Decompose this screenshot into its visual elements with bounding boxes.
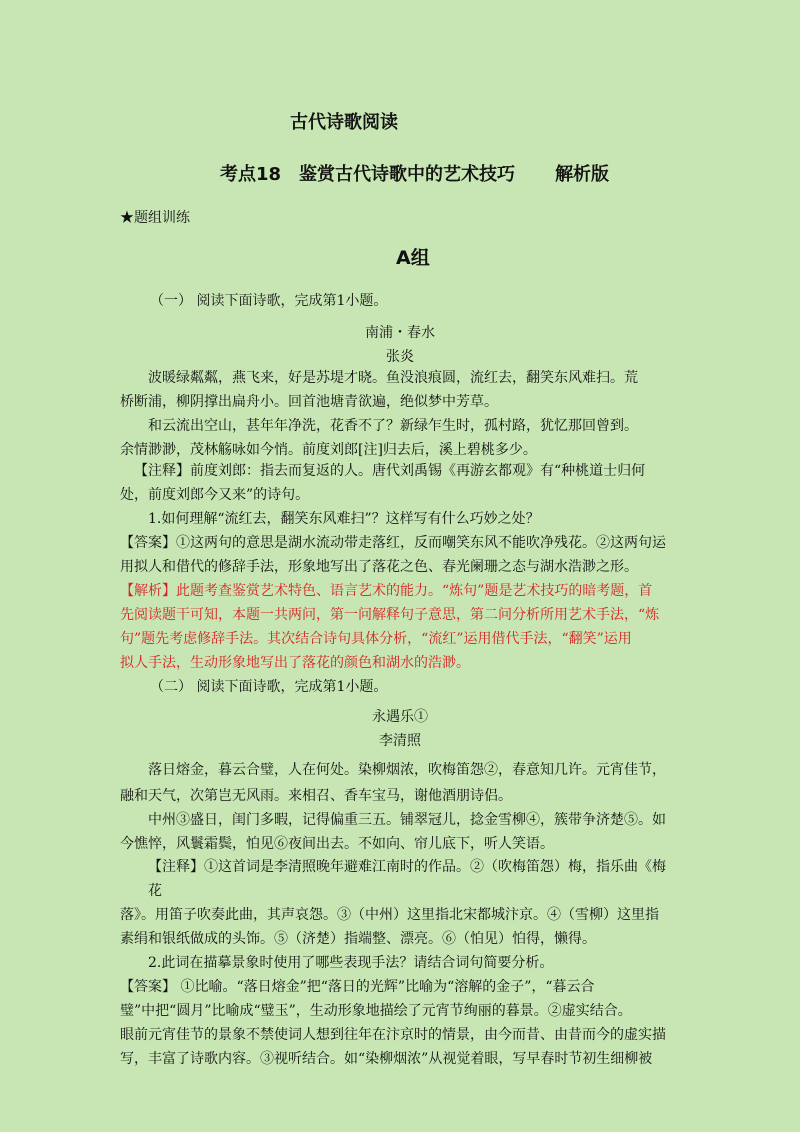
part1-analysis-line: 句”题先考虑修辞手法。其次结合诗句具体分析，“流红”运用借代手法，“翻笑”运用 xyxy=(120,631,632,647)
part1-poem-title: 南浦・春水 xyxy=(365,325,435,341)
part2-answer-line: 璧”中把“圆月”比喻成“璧玉”，生动形象地描绘了元宵节绚丽的暮景。②虚实结合。 xyxy=(120,1003,632,1019)
part1-analysis-line: 先阅读题干可知，本题一共两问，第一问解释句子意思，第二问分析所用艺术手法，“炼 xyxy=(120,607,660,623)
part1-poem-line: 和云流出空山，甚年年净洗，花香不了？新绿乍生时，孤村路，犹忆那回曾到。 xyxy=(148,418,638,434)
page-title: 古代诗歌阅读 xyxy=(290,112,398,133)
part1-poem-line: 余情渺渺，茂林觞咏如今悄。前度刘郎[注]归去后，溪上碧桃多少。 xyxy=(120,442,537,458)
part1-question: 1.如何理解“流红去，翻笑东风难扫”？这样写有什么巧妙之处？ xyxy=(148,511,540,527)
part1-analysis-line: 拟人手法，生动形象地写出了落花的颜色和湖水的浩渺。 xyxy=(120,655,470,671)
part1-analysis-line: 【解析】此题考查鉴赏艺术特色、语言艺术的能力。“炼句”题是艺术技巧的暗考题，首 xyxy=(120,583,653,599)
part1-poem-line: 波暖绿粼粼，燕飞来，好是苏堤才晓。鱼没浪痕圆，流红去，翻笑东风难扫。荒 xyxy=(148,370,638,386)
part2-poem-line: 今憔悴，风鬟霜鬓，怕见⑥夜间出去。不如向、帘儿底下，听人笑语。 xyxy=(120,836,554,852)
part1-instruction: （一） 阅读下面诗歌，完成第1小题。 xyxy=(150,293,388,309)
section-label: ★题组训练 xyxy=(120,210,190,226)
part2-note-line: 【注释】①这首词是李清照晚年避难江南时的作品。②（吹梅笛怨）梅，指乐曲《梅 xyxy=(148,859,666,875)
part2-instruction: （二） 阅读下面诗歌，完成第1小题。 xyxy=(150,679,388,695)
page-subtitle xyxy=(220,160,609,186)
part2-note-line: 花 xyxy=(148,883,162,899)
part1-note-line: 【注释】前度刘郎：指去而复返的人。唐代刘禹锡《再游玄都观》有“种桃道士归何 xyxy=(134,463,646,479)
part2-poem-author: 李清照 xyxy=(379,733,421,749)
part1-answer-line: 【答案】①这两句的意思是湖水流动带走落红，反而嘲笑东风不能吹净残花。②这两句运 xyxy=(120,535,666,551)
part2-poem-line: 中州③盛日，闺门多暇，记得偏重三五。铺翠冠儿，捻金雪柳④，簇带争济楚⑤。如 xyxy=(148,812,666,828)
subtitle-version: 解析版 xyxy=(555,164,610,185)
part1-note-line: 处，前度刘郎今又来”的诗句。 xyxy=(120,487,310,503)
group-heading: A组 xyxy=(396,247,430,269)
part2-poem-title: 永遇乐① xyxy=(372,709,428,725)
part1-poem-line: 桥断浦，柳阴撑出扁舟小。回首池塘青欲遍，绝似梦中芳草。 xyxy=(120,394,498,410)
subtitle-topic: 考点18 鉴赏古代诗歌中的艺术技巧 xyxy=(220,164,516,185)
part2-note-line: 素绢和银纸做成的头饰。⑤（济楚）指端整、漂亮。⑥（怕见）怕得，懒得。 xyxy=(120,931,596,947)
part2-note-line: 落》。用笛子吹奏此曲，其声哀怨。③（中州）这里指北宋都城汴京。④（雪柳）这里指 xyxy=(120,907,659,923)
part1-poem-author: 张炎 xyxy=(386,349,414,365)
part2-poem-line: 落日熔金，暮云合璧，人在何处。染柳烟浓，吹梅笛怨②，春意知几许。元宵佳节， xyxy=(148,762,666,778)
part2-poem-line: 融和天气，次第岂无风雨。来相召、香车宝马，谢他酒朋诗侣。 xyxy=(120,788,512,804)
part2-question: 2.此词在描摹景象时使用了哪些表现手法？请结合词句简要分析。 xyxy=(148,955,554,971)
part2-answer-line: 【答案】 ①比喻。“落日熔金”把“落日的光辉”比喻为“溶解的金子”，“暮云合 xyxy=(120,979,595,995)
part1-answer-line: 用拟人和借代的修辞手法，形象地写出了落花之色、春光阑珊之态与湖水浩渺之形。 xyxy=(120,559,638,575)
part2-answer-line: 写，丰富了诗歌内容。③视听结合。如“染柳烟浓”从视觉着眼，写早春时节初生细柳被 xyxy=(120,1051,653,1067)
part2-answer-line: 眼前元宵佳节的景象不禁使词人想到往年在汴京时的情景，由今而昔、由昔而今的虚实描 xyxy=(120,1027,666,1043)
